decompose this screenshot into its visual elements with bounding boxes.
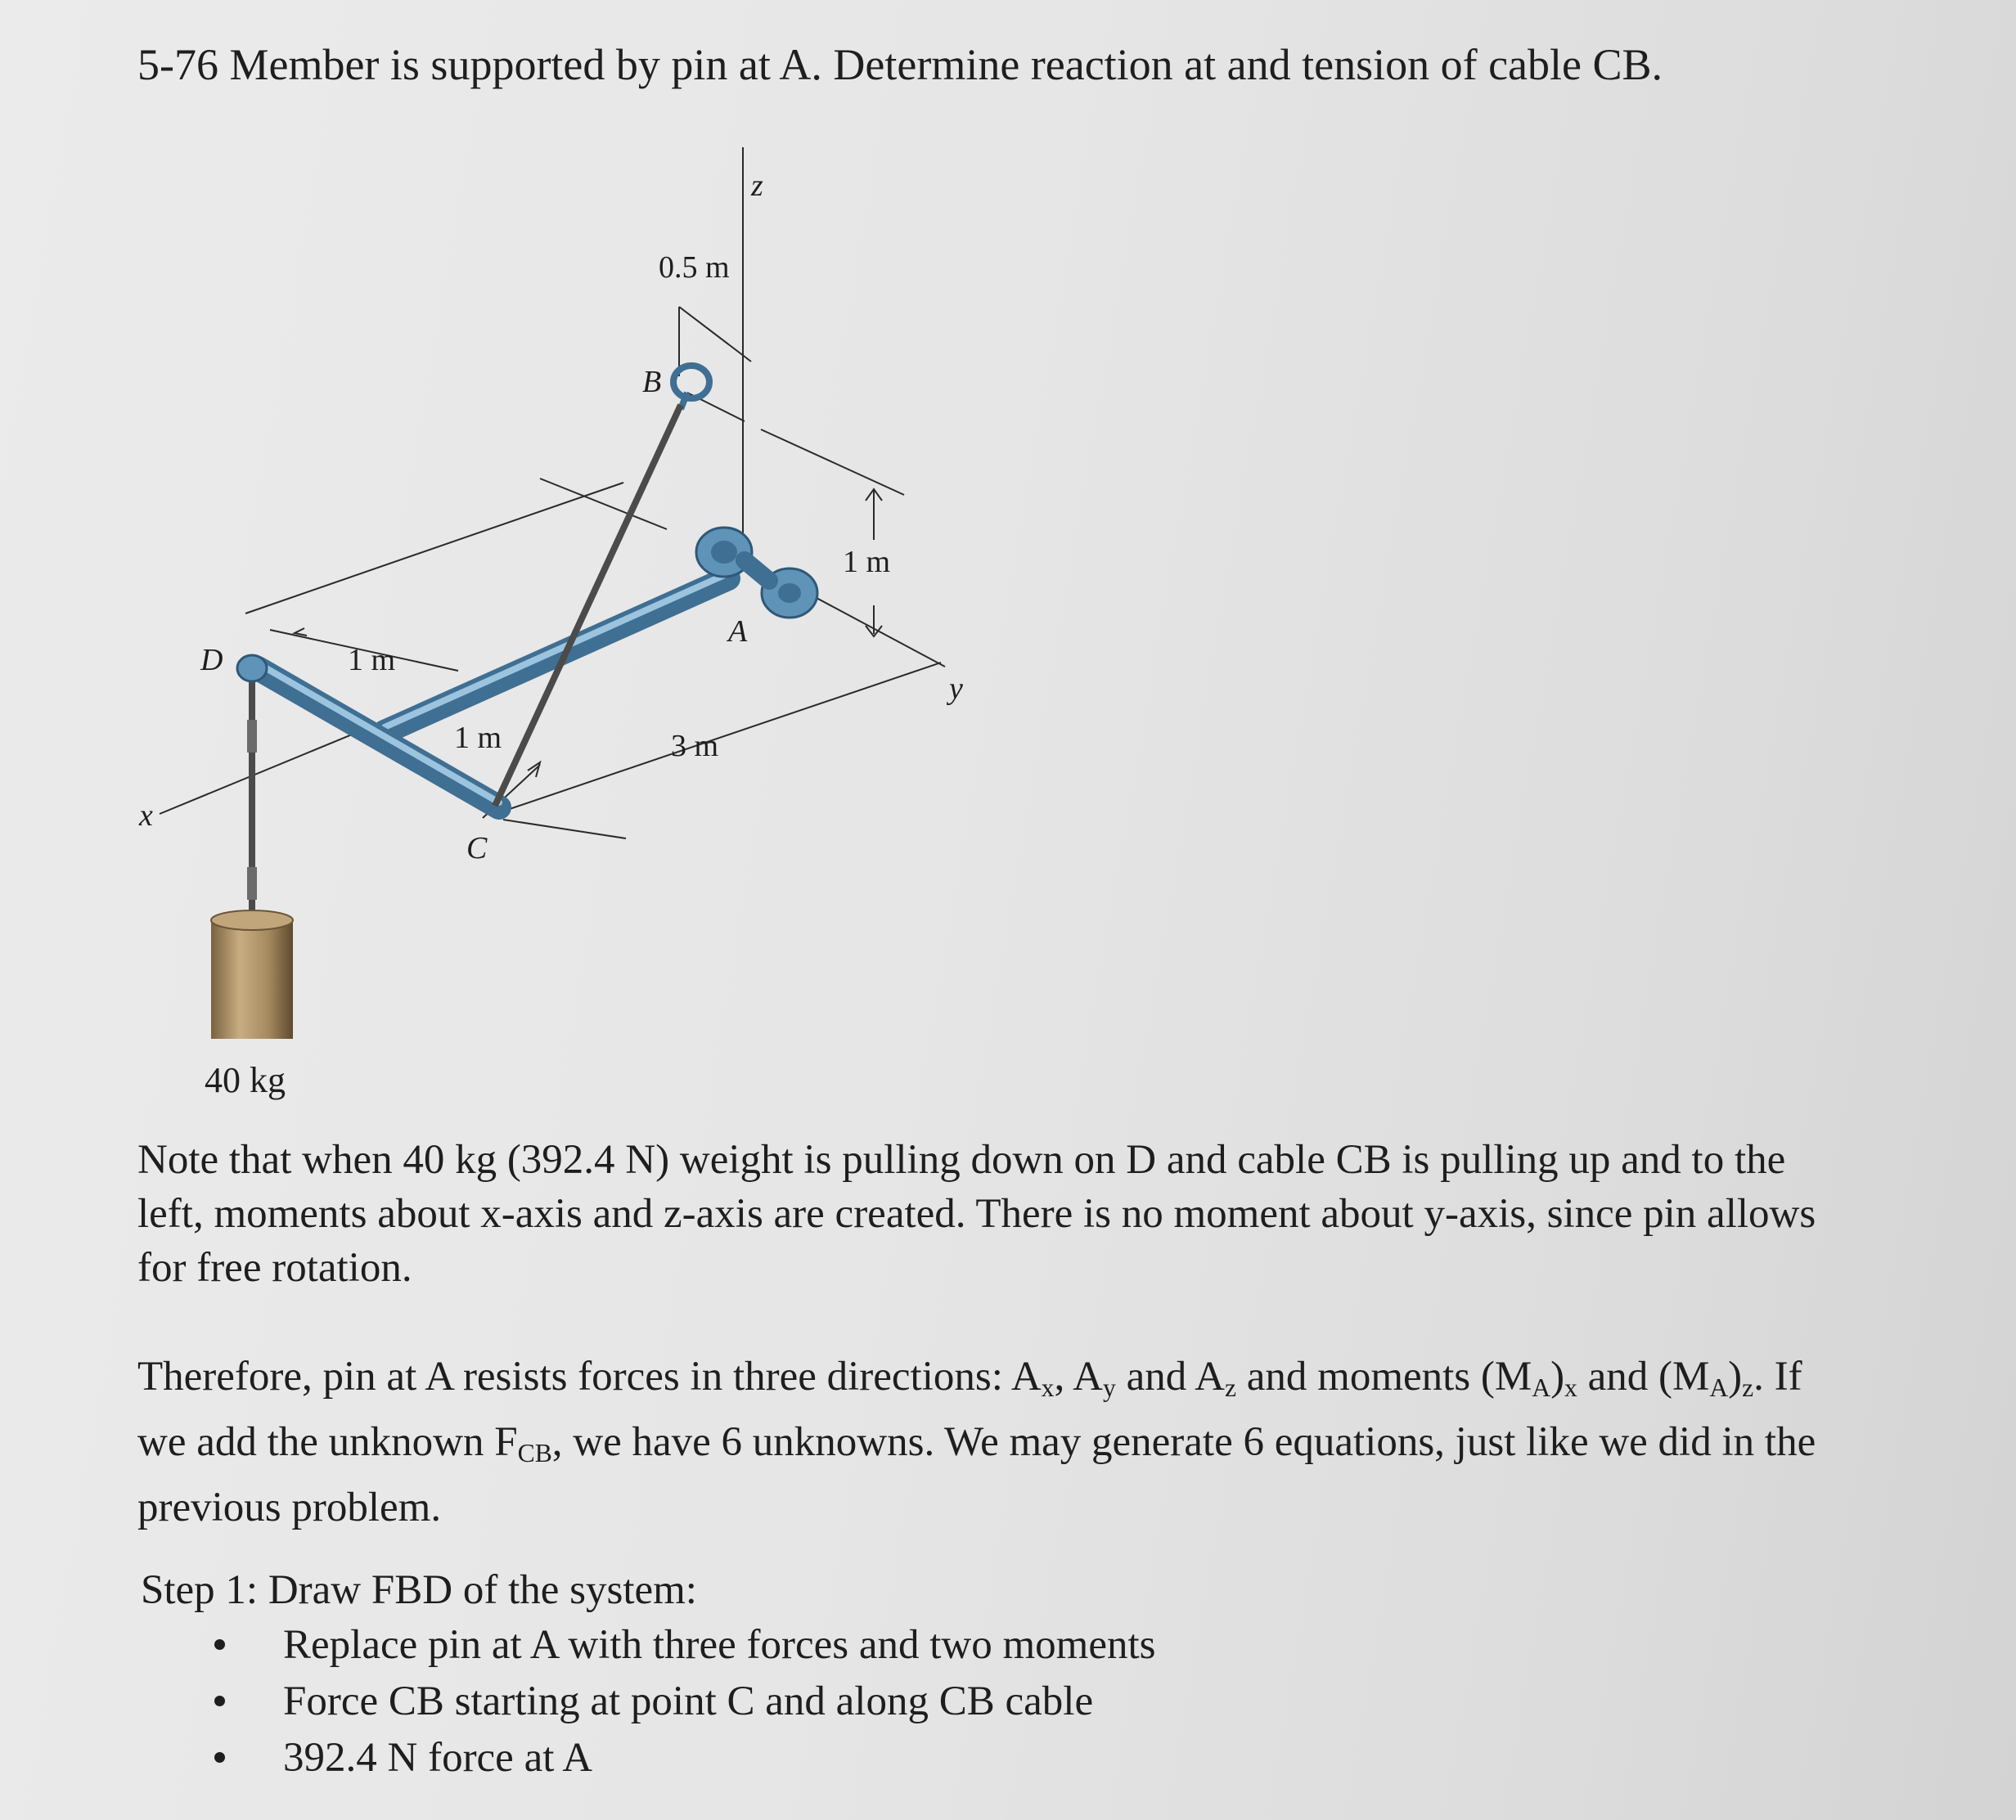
dim-1m-d-label: 1 m [348,643,396,677]
y-axis-label: y [949,672,963,706]
x-axis-label: x [139,798,153,833]
eye-bolt-b [673,366,709,409]
paragraph-note: Note that when 40 kg (392.4 N) weight is pulling down on D and cable CB is pulling up and to the left, moments about x-axis and z-axis are created. There is no moment about y-axis, since pin allows for free rotation. [137,1137,1816,1291]
weight-40kg [211,910,293,1039]
problem-title: 5-76 Member is supported by pin at A. Determine reaction at and tension of cable CB. [137,40,1663,89]
step1-bullet-list [205,1618,1155,1787]
dim-1m-right-label: 1 m [843,545,891,579]
point-a-label: A [728,614,748,649]
step1-title: Step 1: Draw FBD of the system: [141,1567,697,1613]
structure-diagram [123,147,1023,1112]
z-axis-label: z [751,169,763,203]
point-b-label: B [642,365,662,399]
list-item: Force CB starting at point C and along CB cable [205,1674,1155,1731]
dim-0-5m-label: 0.5 m [659,250,730,285]
dim-1m-c-label: 1 m [454,721,502,755]
problem-figure [123,147,1023,1112]
pin-support-a [696,528,817,618]
main-arm-rod [385,578,728,732]
mass-label: 40 kg [205,1060,286,1100]
point-d-label: D [200,643,223,677]
dim-3m-label: 3 m [671,729,719,763]
paragraph-unknowns: Therefore, pin at A resists forces in three directions: $A_x$, $A_y$ and $A_z$ and moments $(M_A)_x$ and $(M_A)_z$. If we add the unknown $F_{CB}$, we have 6 unknowns. We may generate 6 equations, just like we did in the previous problem. [137,1354,1816,1530]
bullet-icon [214,1639,225,1650]
bullet-icon [214,1696,225,1706]
bullet-icon [214,1752,225,1763]
list-item: 392.4 N force at A [205,1731,1155,1787]
point-c-label: C [466,831,488,865]
list-item: Replace pin at A with three forces and two moments [205,1618,1155,1674]
